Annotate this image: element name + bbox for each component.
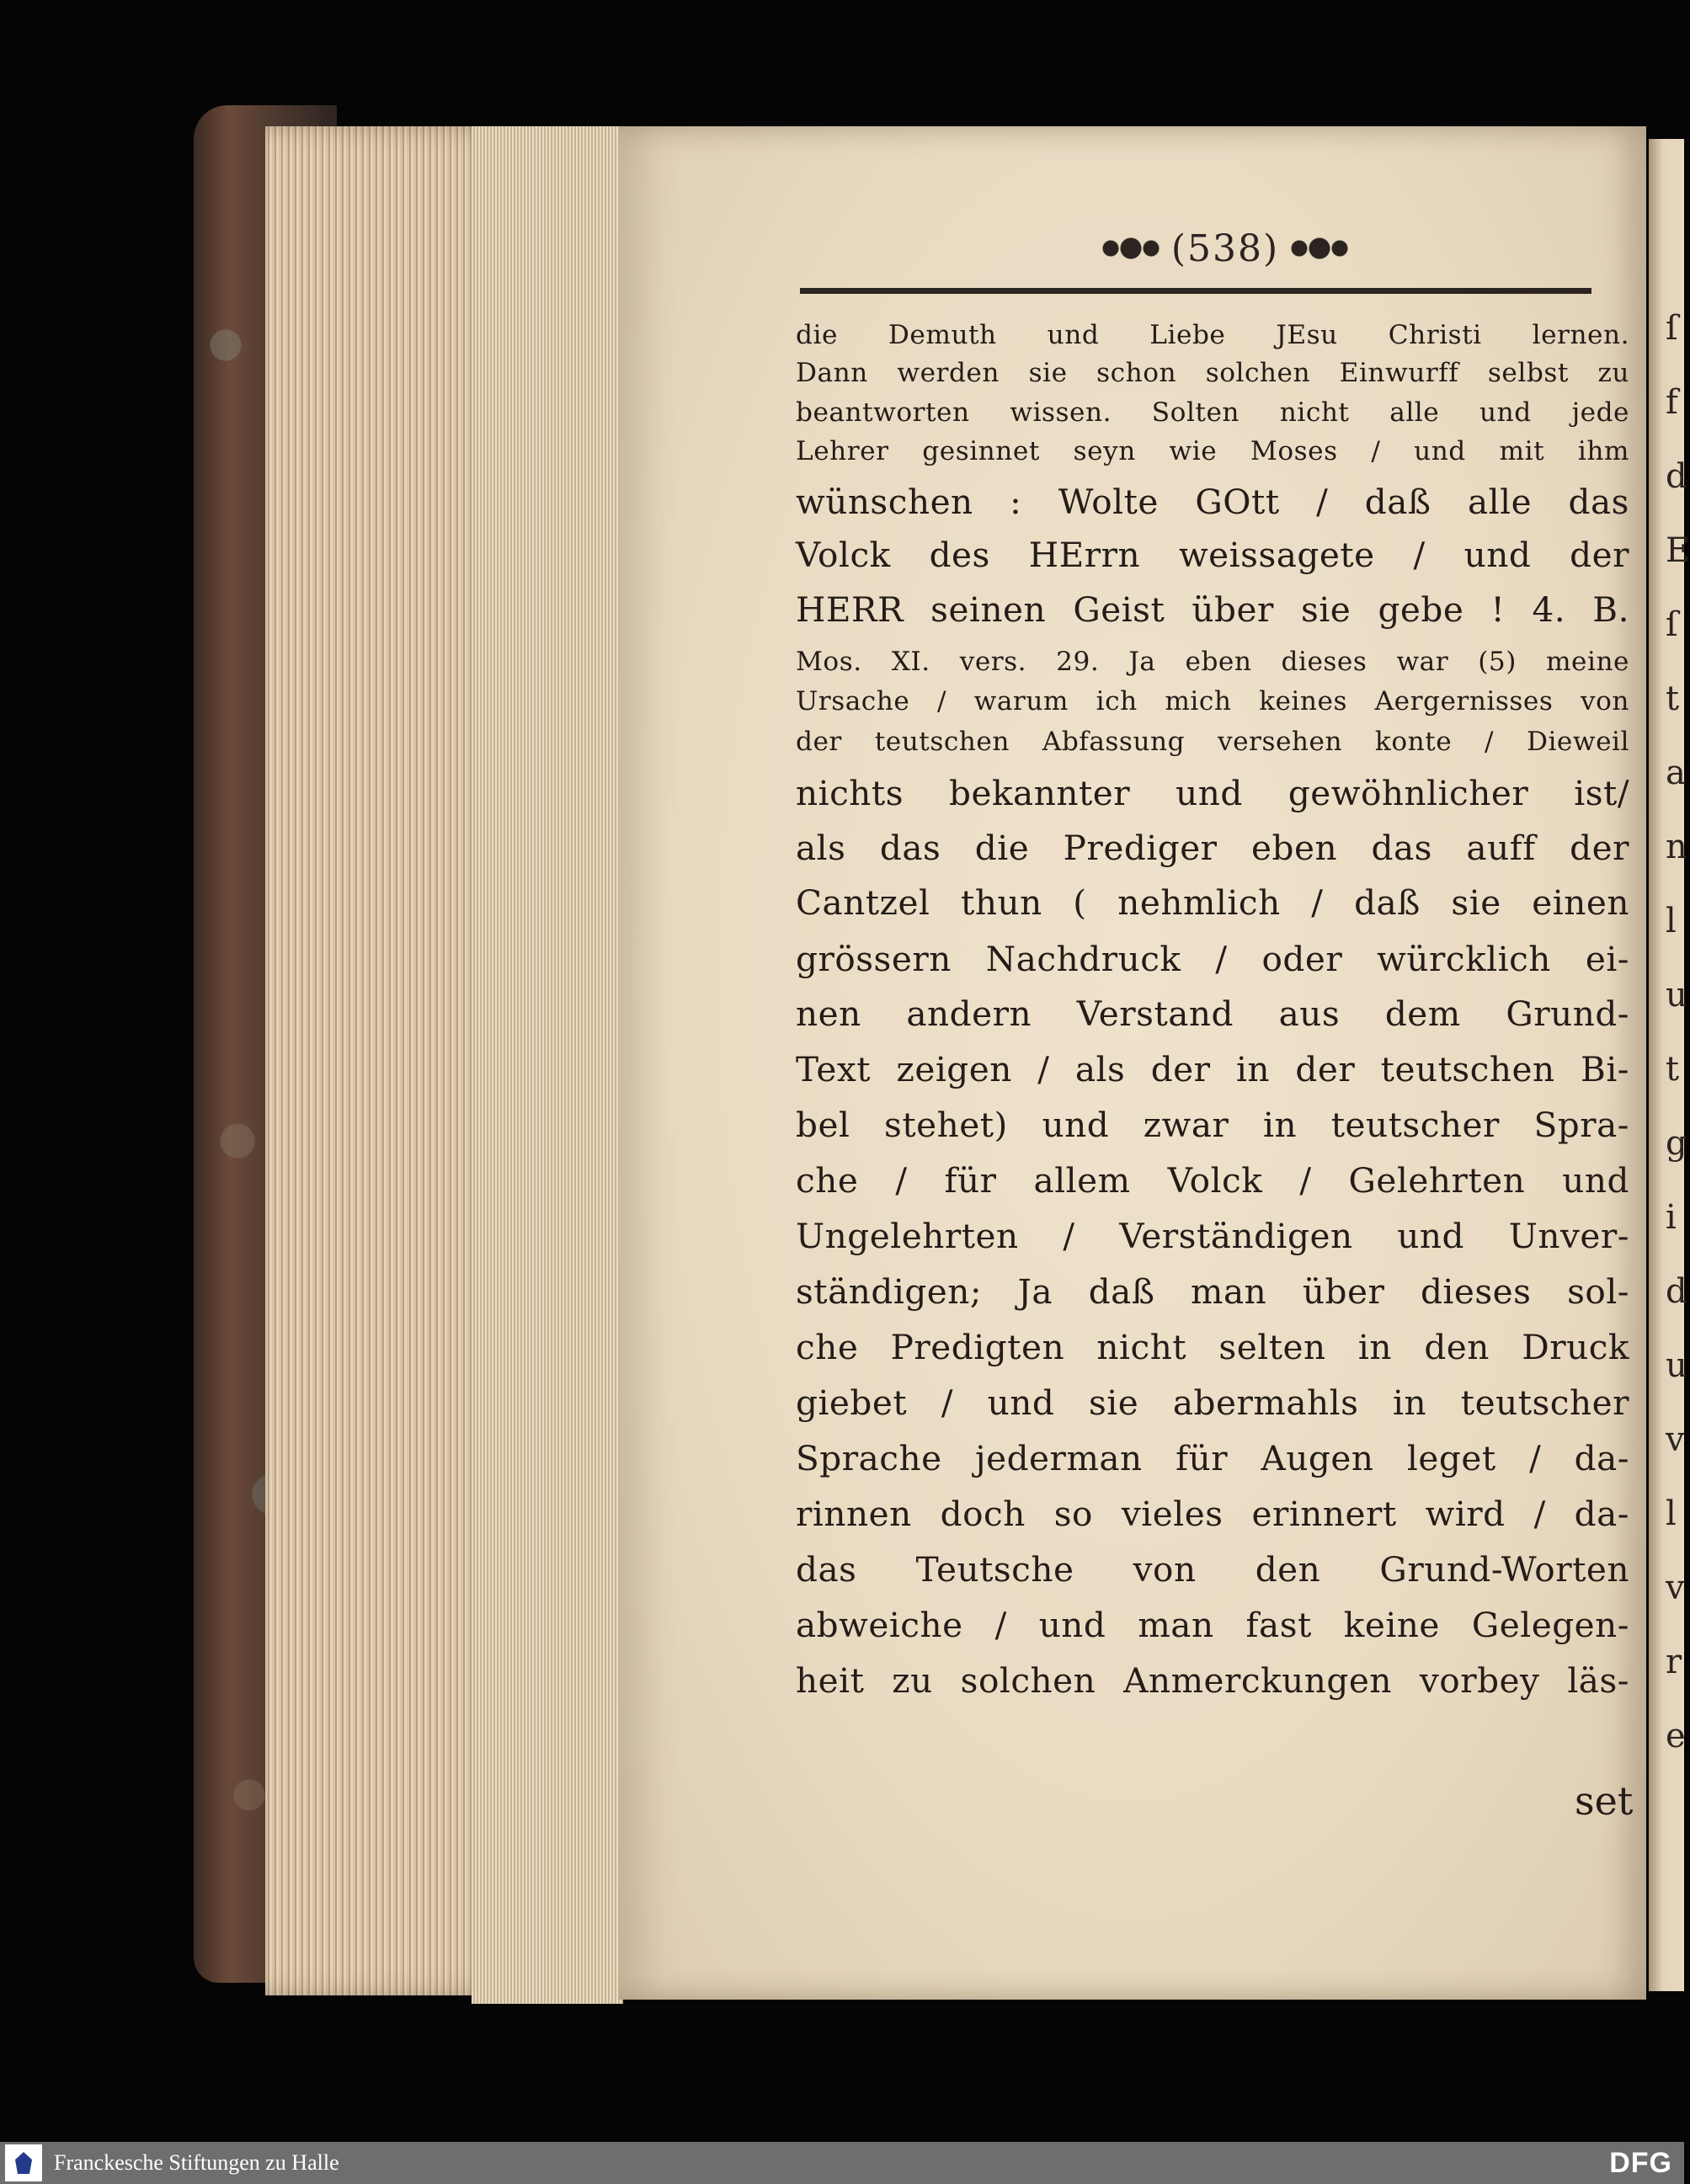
left-ornament-icon — [1097, 233, 1165, 264]
text-line: Lehrer gesinnet seyn wie Moses / und mit ihm — [796, 436, 1629, 466]
right-ornament-icon — [1286, 233, 1353, 264]
institution-logo-icon — [5, 2144, 42, 2181]
text-line: HERR seinen Geist über sie gebe ! 4. B. — [796, 589, 1629, 630]
text-line: nen andern Verstand aus dem Grund- — [796, 993, 1629, 1034]
text-line: grössern Nachdruck / oder würcklich ei- — [796, 939, 1629, 979]
right-page-letter: u — [1666, 1346, 1687, 1385]
footer-bar — [0, 2142, 1684, 2184]
text-line: Volck des HErrn weissagete / und der — [796, 535, 1629, 575]
right-page-letter: u — [1666, 976, 1687, 1015]
right-page-letter: a — [1666, 754, 1686, 792]
right-page-letter: v — [1666, 1569, 1685, 1607]
right-page-letter: l — [1666, 902, 1677, 940]
text-line: Ungelehrten / Verständigen und Unver- — [796, 1216, 1629, 1256]
text-line: beantworten wissen. Solten nicht alle und jede — [796, 397, 1629, 428]
right-page-letter: f — [1666, 383, 1678, 422]
right-page-letter: n — [1666, 828, 1687, 866]
right-page-letter: t — [1666, 679, 1680, 718]
text-line: bel stehet) und zwar in teutscher Spra- — [796, 1105, 1629, 1145]
page-edges-inner — [472, 126, 623, 2004]
text-line: che Predigten nicht selten in den Druck — [796, 1327, 1629, 1367]
right-page-letter: ſ — [1666, 309, 1678, 348]
right-page-letter: e — [1666, 1717, 1686, 1755]
right-page-letter: d — [1666, 1272, 1687, 1311]
text-line: die Demuth und Liebe JEsu Christi lernen. — [796, 320, 1629, 350]
text-line: heit zu solchen Anmerckungen vorbey läs- — [796, 1660, 1629, 1701]
right-page-letter: ſ — [1666, 605, 1678, 644]
text-line: Ursache / warum ich mich keines Aergernisses von — [796, 686, 1629, 716]
right-page-letter: d — [1666, 457, 1687, 496]
right-page-letter: g — [1666, 1124, 1687, 1163]
text-line: Dann werden sie schon solchen Einwurff selbst zu — [796, 358, 1629, 388]
text-line: Cantzel thun ( nehmlich / daß sie einen — [796, 882, 1629, 923]
text-line: wünschen : Wolte GOtt / daß alle das — [796, 482, 1629, 522]
right-page-letter: r — [1666, 1643, 1682, 1681]
catchword: set — [1575, 1778, 1634, 1824]
text-line: abweiche / und man fast keine Gelegen- — [796, 1605, 1629, 1645]
right-page-letter: v — [1666, 1420, 1685, 1459]
text-line: ständigen; Ja daß man über dieses sol- — [796, 1271, 1629, 1312]
text-line: das Teutsche von den Grund-Worten — [796, 1549, 1629, 1590]
right-page-letter: E — [1666, 531, 1690, 570]
institution-name: Franckesche Stiftungen zu Halle — [54, 2150, 339, 2175]
text-line: als das die Prediger eben das auff der — [796, 828, 1629, 868]
right-page-letter: i — [1666, 1198, 1677, 1237]
text-line: der teutschen Abfassung versehen konte / Dieweil — [796, 727, 1629, 757]
page-number: (538) — [1170, 226, 1280, 270]
text-line: Text zeigen / als der in der teutschen Bi- — [796, 1049, 1629, 1089]
header-rule — [800, 288, 1591, 294]
text-line: Mos. XI. vers. 29. Ja eben dieses war (5) meine — [796, 647, 1629, 677]
text-line: giebet / und sie abermahls in teutscher — [796, 1382, 1629, 1423]
text-line: Sprache jederman für Augen leget / da- — [796, 1438, 1629, 1478]
dfg-logo: DFG — [1609, 2147, 1672, 2179]
right-page-letter: t — [1666, 1050, 1680, 1089]
right-page-letter: l — [1666, 1494, 1677, 1533]
text-line: che / für allem Volck / Gelehrten und — [796, 1160, 1629, 1201]
text-line: nichts bekannter und gewöhnlicher ist/ — [796, 773, 1629, 813]
text-line: rinnen doch so vieles erinnert wird / da- — [796, 1494, 1629, 1534]
page-header — [1086, 223, 1364, 274]
